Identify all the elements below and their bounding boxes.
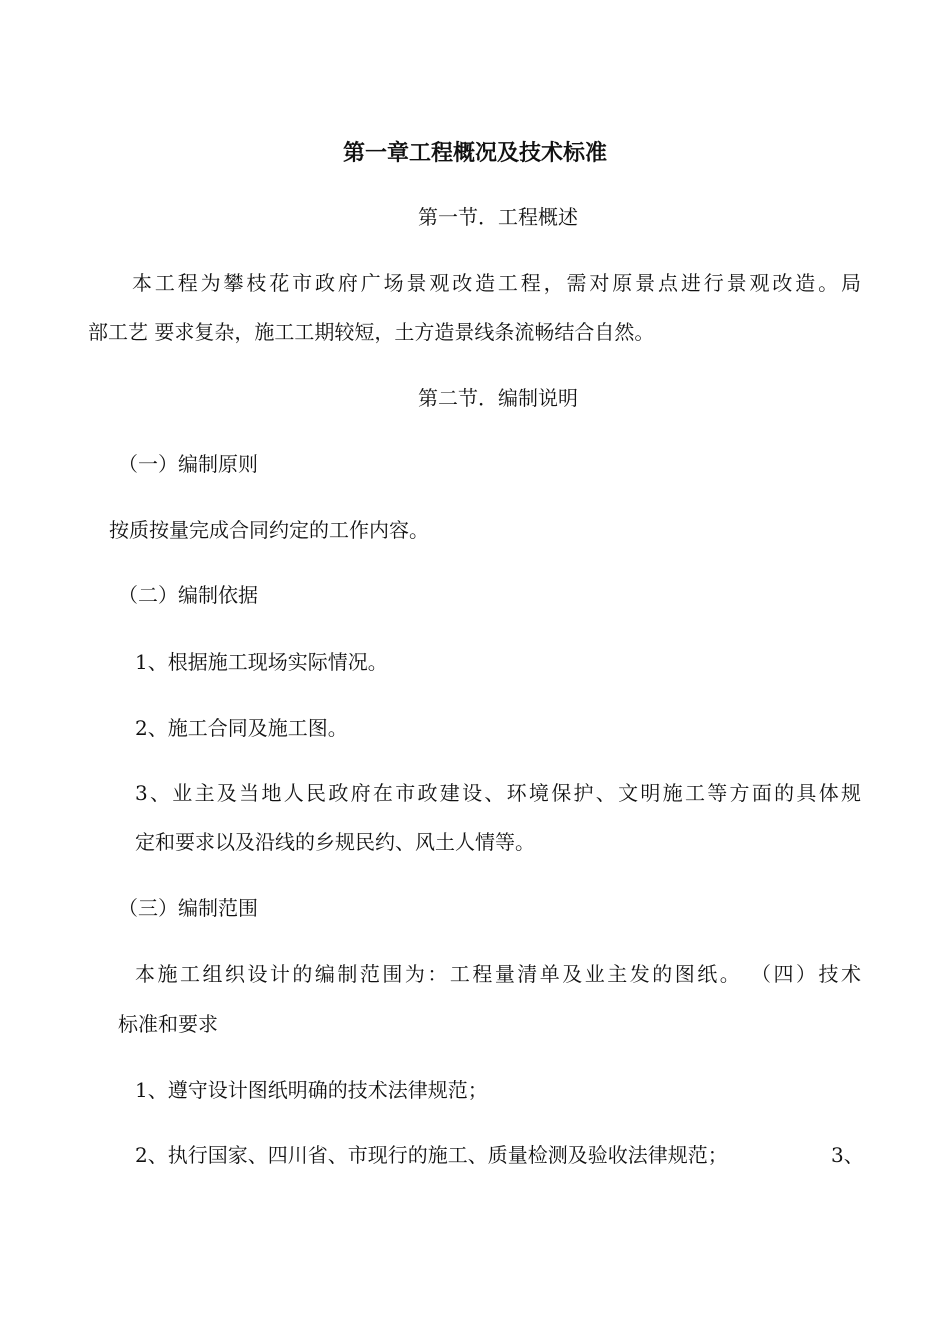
basis-item-1: 1、根据施工现场实际情况。 <box>135 650 388 674</box>
basis-item-3-line-1: 3、业主及当地人民政府在市政建设、环境保护、文明施工等方面的具体规 <box>135 781 861 805</box>
scope-text-line-1: 本施工组织设计的编制范围为：工程量清单及业主发的图纸。 （四）技术 <box>135 962 861 986</box>
basis-item-3-line-2: 定和要求以及沿线的乡规民约、风土人情等。 <box>135 830 535 854</box>
standards-item-3-start: 3、 <box>831 1143 864 1167</box>
standards-item-2: 2、执行国家、四川省、市现行的施工、质量检测及验收法律规范； <box>135 1143 728 1167</box>
overview-paragraph-line-2: 部工艺 要求复杂，施工工期较短，土方造景线条流畅结合自然。 <box>88 320 655 344</box>
standards-item-1: 1、遵守设计图纸明确的技术法律规范； <box>135 1078 488 1102</box>
subheading-basis: （二）编制依据 <box>118 583 258 607</box>
scope-text-line-2: 标准和要求 <box>118 1012 218 1036</box>
subheading-scope: （三）编制范围 <box>118 896 258 920</box>
subheading-principles: （一）编制原则 <box>118 452 258 476</box>
basis-item-2: 2、施工合同及施工图。 <box>135 716 348 740</box>
overview-paragraph-line-1: 本工程为攀枝花市政府广场景观改造工程，需对原景点进行景观改造。局 <box>132 271 861 295</box>
section-title-compilation: 第二节．编制说明 <box>418 386 578 410</box>
section-title-overview: 第一节．工程概述 <box>418 205 578 229</box>
chapter-title: 第一章工程概况及技术标准 <box>342 140 607 166</box>
principles-text: 按质按量完成合同约定的工作内容。 <box>109 518 429 542</box>
